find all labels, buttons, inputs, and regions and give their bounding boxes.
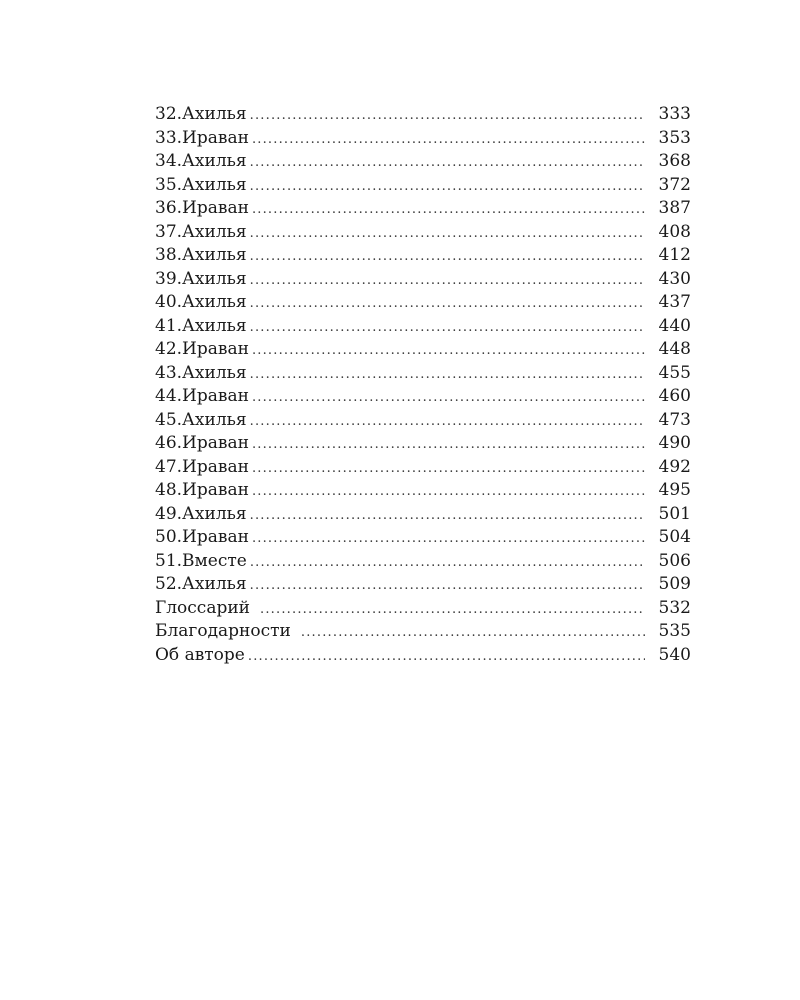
dot-leader [248, 645, 645, 669]
toc-entry-34[interactable] [155, 150, 691, 174]
toc-entry-glossary[interactable] [155, 597, 691, 621]
chapter-title: Ираван [182, 527, 249, 547]
chapter-number: 36. [155, 198, 183, 218]
toc-entry-40[interactable] [155, 291, 691, 315]
chapter-number: 52. [155, 574, 183, 594]
toc-entry-52[interactable] [155, 573, 691, 597]
chapter-number: 45. [155, 409, 183, 430]
toc-entry-43[interactable] [155, 362, 691, 386]
dot-leader [250, 504, 645, 528]
toc-entry-42[interactable] [155, 338, 691, 362]
toc-entry-37[interactable] [155, 221, 691, 245]
page-number: 492 [658, 456, 691, 477]
page-number: 408 [658, 221, 691, 242]
toc-entry-36[interactable] [155, 197, 691, 221]
page-number: 353 [658, 127, 691, 148]
chapter-number: 44. [155, 386, 183, 406]
toc-entry-49[interactable] [155, 503, 691, 527]
chapter-title: Вместе [182, 550, 247, 571]
dot-leader [250, 292, 645, 316]
toc-entry-32[interactable] [155, 103, 691, 127]
chapter-number: 39. [155, 268, 183, 289]
section-title: Благодарности [155, 621, 291, 641]
chapter-number: 43. [155, 362, 183, 383]
dot-leader [301, 621, 645, 645]
page-number: 504 [658, 527, 691, 547]
chapter-number: 48. [155, 480, 183, 500]
dot-leader [250, 410, 645, 434]
dot-leader [250, 175, 645, 199]
chapter-title: Ахилья [182, 292, 247, 312]
toc-entry-33[interactable] [155, 127, 691, 151]
page-number: 448 [658, 339, 691, 359]
chapter-number: 33. [155, 127, 183, 148]
chapter-number: 41. [155, 315, 183, 336]
toc-entry-47[interactable] [155, 456, 691, 480]
chapter-title: Ахилья [182, 362, 247, 383]
page-number: 506 [658, 550, 691, 571]
dot-leader [252, 480, 645, 504]
dot-leader [252, 433, 645, 457]
page-number: 460 [658, 386, 691, 406]
dot-leader [250, 222, 645, 246]
chapter-title: Ахилья [182, 174, 247, 195]
page-number: 532 [658, 597, 691, 618]
toc-entry-45[interactable] [155, 409, 691, 433]
page-number: 495 [658, 480, 691, 500]
toc-entry-46[interactable] [155, 432, 691, 456]
chapter-title: Ираван [182, 198, 249, 218]
dot-leader [250, 151, 645, 175]
toc-entry-acknowledgements[interactable] [155, 620, 691, 644]
chapter-number: 35. [155, 174, 183, 195]
chapter-title: Ираван [182, 127, 249, 148]
page-number: 368 [658, 151, 691, 171]
toc-entry-50[interactable] [155, 526, 691, 550]
chapter-title: Ахилья [182, 151, 247, 171]
chapter-title: Ираван [182, 339, 249, 359]
chapter-title: Ахилья [182, 315, 247, 336]
chapter-number: 47. [155, 456, 183, 477]
section-title: Об авторе [155, 644, 245, 665]
chapter-title: Ахилья [182, 409, 247, 430]
chapter-number: 51. [155, 550, 183, 571]
chapter-title: Ираван [182, 433, 249, 453]
section-title: Глоссарий [155, 597, 251, 618]
dot-leader [252, 339, 645, 363]
toc-entry-51[interactable] [155, 550, 691, 574]
page-number: 535 [658, 621, 691, 641]
page-number: 540 [658, 644, 691, 665]
toc-entry-48[interactable] [155, 479, 691, 503]
dot-leader [250, 363, 645, 387]
chapter-title: Ахилья [182, 574, 247, 594]
table-of-contents [155, 103, 691, 667]
dot-leader [260, 598, 645, 622]
chapter-title: Ахилья [182, 503, 247, 524]
dot-leader [250, 104, 645, 128]
toc-entry-about-author[interactable] [155, 644, 691, 668]
dot-leader [252, 198, 645, 222]
dot-leader [250, 316, 645, 340]
chapter-number: 40. [155, 292, 183, 312]
chapter-number: 34. [155, 151, 183, 171]
page-number: 372 [658, 174, 691, 195]
chapter-number: 46. [155, 433, 183, 453]
dot-leader [250, 269, 645, 293]
dot-leader [250, 245, 645, 269]
page-number: 509 [658, 574, 691, 594]
chapter-title: Ираван [182, 456, 249, 477]
page-number: 430 [658, 268, 691, 289]
chapter-number: 32. [155, 104, 183, 124]
dot-leader [250, 574, 645, 598]
page-number: 387 [658, 198, 691, 218]
chapter-title: Ираван [182, 480, 249, 500]
chapter-title: Ахилья [182, 104, 247, 124]
page-number: 473 [658, 409, 691, 430]
chapter-number: 42. [155, 339, 183, 359]
chapter-title: Ахилья [182, 245, 247, 265]
page-number: 440 [658, 315, 691, 336]
page-number: 501 [658, 503, 691, 524]
page-number: 455 [658, 362, 691, 383]
chapter-number: 38. [155, 245, 183, 265]
dot-leader [252, 386, 645, 410]
toc-entry-44[interactable] [155, 385, 691, 409]
toc-entry-41[interactable] [155, 315, 691, 339]
chapter-number: 37. [155, 221, 183, 242]
page-number: 412 [658, 245, 691, 265]
toc-entry-35[interactable] [155, 174, 691, 198]
page-number: 490 [658, 433, 691, 453]
dot-leader [252, 128, 645, 152]
chapter-title: Ираван [182, 386, 249, 406]
toc-entry-38[interactable] [155, 244, 691, 268]
dot-leader [252, 457, 645, 481]
page-number: 437 [658, 292, 691, 312]
chapter-title: Ахилья [182, 221, 247, 242]
chapter-number: 49. [155, 503, 183, 524]
dot-leader [252, 527, 645, 551]
chapter-number: 50. [155, 527, 183, 547]
chapter-title: Ахилья [182, 268, 247, 289]
toc-entry-39[interactable] [155, 268, 691, 292]
page-number: 333 [658, 104, 691, 124]
dot-leader [250, 551, 645, 575]
